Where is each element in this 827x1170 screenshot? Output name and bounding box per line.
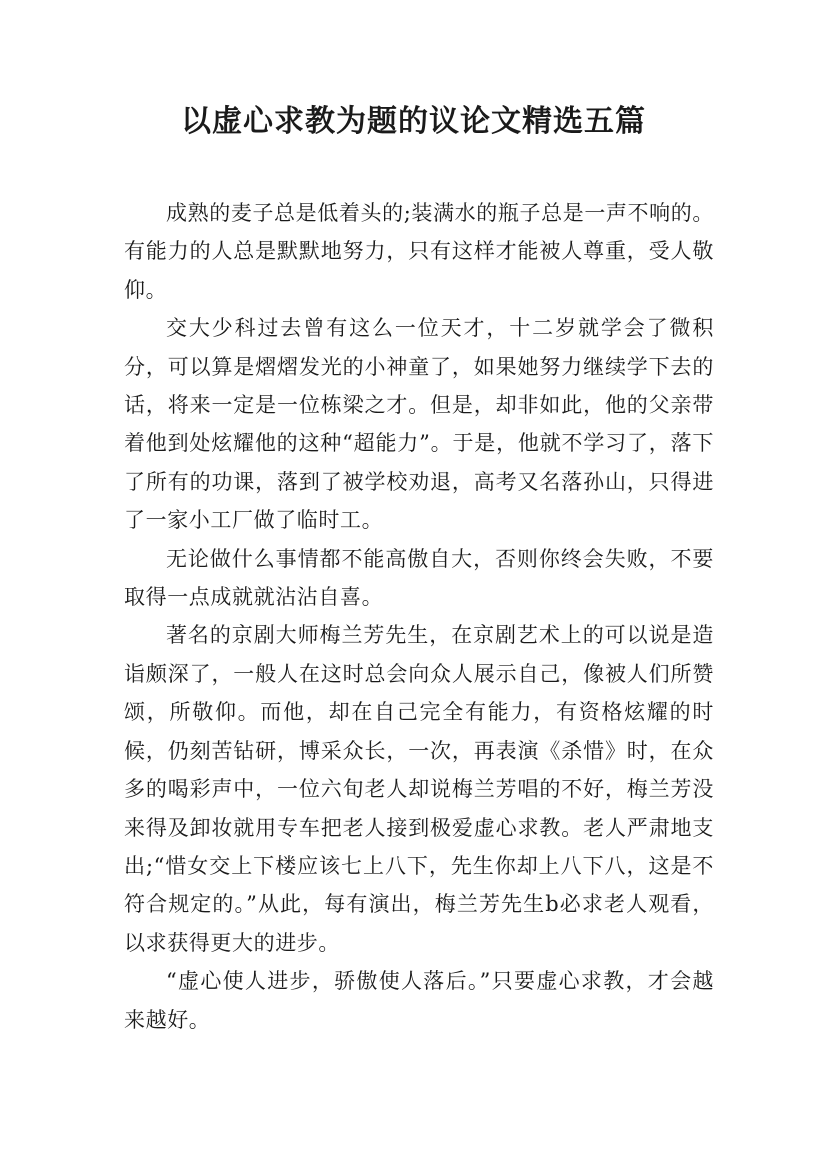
document-body [124,194,714,1039]
paragraph-5: “虚心使人进步，骄傲使人落后。”只要虚心求教，才会越来越好。 [124,969,714,1032]
paragraph-4: 著名的京剧大师梅兰芳先生，在京剧艺术上的可以说是造诣颇深了，一般人在这时总会向众人展示自己，像被人们所赞颂，所敬仰。而他，却在自己完全有能力，有资格炫耀的时候，仍刻苦钻研，博采众长，一次，再表演《杀惜》时，在众多的喝彩声中，一位六旬老人却说梅兰芳唱的不好，梅兰芳没来得及卸妆就用专车把老人接到极爱虚心求教。老人严肃地支出;“惜女交上下楼应该七上八下，先生你却上八下八，这是不符合规定的。”从此，每有演出，梅兰芳先生b必求老人观看，以求获得更大的进步。 [124,623,714,955]
paragraph-3: 无论做什么事情都不能高傲自大，否则你终会失败，不要取得一点成就就沾沾自喜。 [124,546,714,610]
paragraph-2: 交大少科过去曾有这么一位天才，十二岁就学会了微积分，可以算是熠熠发光的小神童了，如果她努力继续学下去的话，将来一定是一位栋梁之才。但是，却非如此，他的父亲带着他到处炫耀他的这种“超能力”。于是，他就不学习了，落下了所有的功课，落到了被学校劝退，高考又名落孙山，只得进了一家小工厂做了临时工。 [124,316,714,533]
paragraph-1: 成熟的麦子总是低着头的;装满水的瓶子总是一声不响的。有能力的人总是默默地努力，只有这样才能被人尊重，受人敬仰。 [124,201,714,302]
document-title: 以虚心求教为题的议论文精选五篇 [181,104,646,139]
